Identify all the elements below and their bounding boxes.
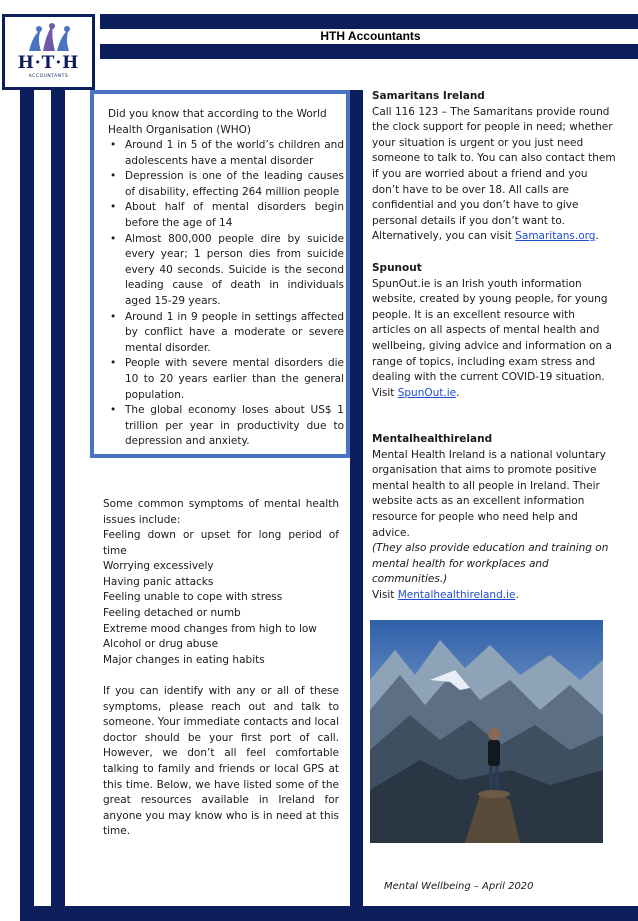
list-item: Having panic attacks bbox=[103, 575, 214, 588]
list-item: Feeling detached or numb bbox=[103, 606, 241, 619]
section-heading: Samaritans Ireland bbox=[372, 90, 485, 102]
samaritans-text: Call 116 123 – The Samaritans provide round the clock support for people in need; whether your situation is urgent or you just need someone to talk to. You can also contact them if you are worried about a friend and you don’t have to be over 18. All calls are confidential and you don’t have to give personal details if you don’t want to. Alternatively, you can visit bbox=[372, 105, 616, 243]
section-heading: Mentalhealthireland bbox=[372, 433, 493, 445]
samaritans-link[interactable]: Samaritans.org bbox=[515, 230, 596, 243]
left-bar-2 bbox=[51, 90, 65, 921]
mhi-link[interactable]: Mentalhealthireland.ie bbox=[397, 588, 516, 601]
who-intro: Did you know that according to the World Health Organisation (WHO) bbox=[108, 108, 327, 136]
figures-icon bbox=[19, 23, 79, 53]
mountain-photo bbox=[370, 620, 603, 843]
spunout-link[interactable]: SpunOut.ie bbox=[397, 386, 457, 399]
period: . bbox=[515, 588, 519, 601]
company-logo bbox=[2, 14, 95, 90]
section-body: Mental Health Ireland is a national voluntary organisation that aims to promote positive mental health to all people in Ireland. Their website acts as an excellent information resource for people who need help and advice. bbox=[372, 448, 606, 539]
bottom-bar bbox=[20, 906, 638, 921]
list-item: Worrying excessively bbox=[103, 560, 214, 573]
list-item: Feeling down or upset for long period of time bbox=[103, 529, 339, 557]
logo-letters: H·T·H bbox=[17, 53, 80, 73]
section-body bbox=[372, 277, 616, 402]
section-heading: Spunout bbox=[372, 262, 422, 274]
section-body bbox=[372, 105, 616, 245]
spunout-section bbox=[372, 261, 616, 401]
visit-text: Visit bbox=[372, 588, 398, 601]
divider-bar bbox=[350, 90, 363, 921]
list-item: Alcohol or drug abuse bbox=[103, 638, 219, 651]
list-item: • Almost 800,000 people dire by suicide every year; 1 person dies from suicide every 40 seconds. Suicide is the second leading cause of death in individuals aged 15-29 years. bbox=[108, 232, 344, 310]
list-item: • Around 1 in 5 of the world’s children and adolescents have a mental disorder bbox=[108, 138, 344, 169]
symptoms-closing: If you can identify with any or all of these symptoms, please reach out and talk to someone. Your immediate contacts and local doctor should be your first port of call. However, we don’t all feel comfortable talking to family and friends or local GPS at this time. Below, we have listed some of the great resources available in Ireland for anyone you may know who is in need at this time. bbox=[103, 685, 339, 838]
list-item: Major changes in eating habits bbox=[103, 653, 265, 666]
left-bar-1 bbox=[20, 90, 34, 921]
list-item: • Depression is one of the leading causes of disability, effecting 264 million people bbox=[108, 169, 344, 200]
list-item: • Around 1 in 9 people in settings affected by conflict have a moderate or severe mental disorder. bbox=[108, 310, 344, 357]
list-item: • People with severe mental disorders die 10 to 20 years earlier than the general population. bbox=[108, 356, 344, 403]
list-item: • The global economy loses about US$ 1 trillion per year in productivity due to depression and anxiety. bbox=[108, 403, 344, 450]
samaritans-section bbox=[372, 89, 616, 245]
spunout-text: SpunOut.ie is an Irish youth information website, created by young people, for young people. It is an excellent resource with articles on all aspects of mental health and wellbeing, giving advice and information on a range of topics, including exam stress and dealing with the current COVID-19 situation. Visit bbox=[372, 277, 612, 399]
header-bar-top bbox=[100, 14, 638, 29]
list-item: Feeling unable to cope with stress bbox=[103, 591, 283, 604]
symptoms-intro: Some common symptoms of mental health issues include: bbox=[103, 498, 339, 526]
mhi-section bbox=[372, 432, 616, 604]
header-bar-bottom bbox=[100, 44, 638, 59]
footer-text: Mental Wellbeing – April 2020 bbox=[384, 881, 534, 892]
logo-subtitle: ACCOUNTANTS bbox=[28, 74, 69, 79]
mhi-italic-note: (They also provide education and training on mental health for workplaces and communities.) bbox=[372, 542, 609, 586]
page-title: HTH Accountants bbox=[320, 29, 421, 43]
period: . bbox=[456, 386, 460, 399]
who-facts-list bbox=[108, 138, 344, 450]
who-facts-box bbox=[90, 90, 350, 458]
list-item: • About half of mental disorders begin before the age of 14 bbox=[108, 200, 344, 231]
list-item: Extreme mood changes from high to low bbox=[103, 622, 317, 635]
symptoms-list bbox=[103, 528, 339, 668]
mhi-visit bbox=[372, 588, 616, 604]
period: . bbox=[595, 230, 599, 243]
